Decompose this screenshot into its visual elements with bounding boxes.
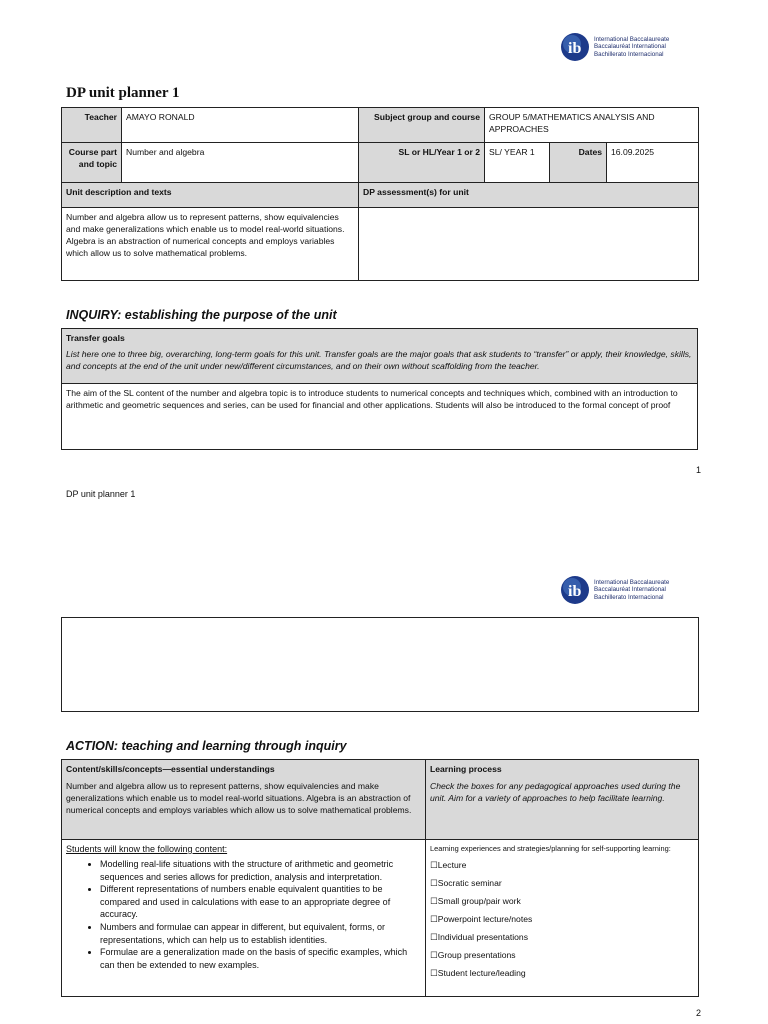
checkbox-individual-presentations[interactable] bbox=[430, 928, 694, 946]
content-description: Number and algebra allow us to represent patterns, show equivalencies and make generalizations which enable us to model real-world situations. Algebra is an abstraction of numerical concepts and employs variables which allow us to solve mathematical problems. bbox=[66, 781, 412, 815]
checkbox-label: Small group/pair work bbox=[437, 896, 521, 906]
transfer-goals-instructions: List here one to three big, overarching, long-term goals for this unit. Transfer goals are the major goals that ask students to “transfer” or apply, their knowledge, skills, and concepts at the end of the unit under new/different circumstances, and on their own without scaffolding from the teacher. bbox=[66, 349, 692, 371]
ib-logo-text: International Baccalaureate Baccalauréat International Bachillerato Internacional bbox=[594, 578, 670, 601]
page-title: DP unit planner 1 bbox=[66, 85, 180, 101]
learning-process-label: Learning process bbox=[430, 764, 502, 774]
know-heading: Students will know the following content: bbox=[66, 844, 228, 854]
know-list bbox=[66, 858, 421, 971]
strategies-cell bbox=[426, 840, 699, 997]
dates-value: 16.09.2025 bbox=[607, 143, 699, 183]
strategies-heading: Learning experiences and strategies/planning for self-supporting learning: bbox=[430, 844, 671, 853]
checkbox-student-lecture[interactable] bbox=[430, 964, 694, 982]
checkbox-socratic-seminar[interactable] bbox=[430, 874, 694, 892]
transfer-goals-text: The aim of the SL content of the number and algebra topic is to introduce students to numerical concepts and techniques which, combined with an introduction to arithmetic and geometric sequences and series, can be used for financial and other applications. Students will also be introduced to the formal concept of proof bbox=[62, 384, 698, 450]
svg-text:ib: ib bbox=[568, 583, 582, 600]
teacher-value: AMAYO RONALD bbox=[122, 108, 359, 143]
checkbox-icon[interactable]: ☐ bbox=[430, 896, 438, 906]
course-part-label: Course part and topic bbox=[62, 143, 122, 183]
content-list-cell bbox=[62, 840, 426, 997]
ib-logo-icon bbox=[560, 575, 590, 605]
checkbox-powerpoint[interactable] bbox=[430, 910, 694, 928]
content-label: Content/skills/concepts—essential understandings bbox=[66, 764, 275, 774]
ib-logo bbox=[560, 575, 669, 605]
unit-description-label: Unit description and texts bbox=[62, 183, 359, 208]
level-label: SL or HL/Year 1 or 2 bbox=[359, 143, 485, 183]
transfer-goals-table bbox=[61, 328, 698, 450]
learning-process-header bbox=[426, 760, 699, 840]
checkbox-label: Socratic seminar bbox=[437, 878, 502, 888]
checkbox-label: Group presentations bbox=[437, 950, 516, 960]
checkbox-icon[interactable]: ☐ bbox=[430, 968, 438, 978]
teacher-label: Teacher bbox=[62, 108, 122, 143]
checkbox-label: Powerpoint lecture/notes bbox=[437, 914, 533, 924]
dates-label: Dates bbox=[550, 143, 607, 183]
list-item: • Numbers and formulae can appear in different, but equivalent, forms, or representations, which can help us to establish identities. bbox=[100, 921, 421, 946]
action-heading: ACTION: teaching and learning through inquiry bbox=[66, 739, 347, 753]
checkbox-label: Lecture bbox=[437, 860, 467, 870]
checkbox-group-presentations[interactable] bbox=[430, 946, 694, 964]
checkbox-small-group[interactable] bbox=[430, 892, 694, 910]
action-table bbox=[61, 759, 699, 997]
checkbox-label: Student lecture/leading bbox=[437, 968, 526, 978]
page-number-1: 1 bbox=[696, 465, 702, 475]
checkbox-icon[interactable]: ☐ bbox=[430, 860, 438, 870]
continuation-box bbox=[61, 617, 699, 712]
page-number-2: 2 bbox=[696, 1008, 702, 1018]
course-part-value: Number and algebra bbox=[122, 143, 359, 183]
unit-description-text: Number and algebra allow us to represent patterns, show equivalencies and make generalizations which enable us to model real-world situations. Algebra is an abstraction of numerical concepts and employs variables which allow us to solve mathematical problems. bbox=[62, 208, 359, 281]
list-item: • Different representations of numbers enable equivalent quantities to be compared and used in calculations with ease to an appropriate degree of accuracy. bbox=[100, 883, 421, 921]
checkbox-icon[interactable]: ☐ bbox=[430, 878, 438, 888]
ib-logo bbox=[560, 32, 669, 62]
ib-logo-icon bbox=[560, 32, 590, 62]
svg-text:ib: ib bbox=[568, 40, 582, 57]
transfer-goals-label: Transfer goals bbox=[66, 333, 125, 343]
learning-process-description: Check the boxes for any pedagogical approaches used during the unit. Aim for a variety of approaches to help facilitate learning. bbox=[430, 781, 681, 803]
checkbox-icon[interactable]: ☐ bbox=[430, 932, 438, 942]
checkbox-lecture[interactable] bbox=[430, 856, 694, 874]
level-value: SL/ YEAR 1 bbox=[485, 143, 550, 183]
ib-logo-text: International Baccalaureate Baccalauréat International Bachillerato Internacional bbox=[594, 35, 670, 58]
transfer-goals-header bbox=[62, 329, 698, 384]
page-footer: DP unit planner 1 bbox=[66, 489, 136, 499]
subject-value: GROUP 5/MATHEMATICS ANALYSIS AND APPROACHES bbox=[485, 108, 699, 143]
list-item: • Modelling real-life situations with the structure of arithmetic and geometric sequences and series allows for prediction, analysis and interpretation. bbox=[100, 858, 421, 883]
checkbox-label: Individual presentations bbox=[437, 932, 529, 942]
content-header bbox=[62, 760, 426, 840]
checkbox-icon[interactable]: ☐ bbox=[430, 914, 438, 924]
inquiry-heading: INQUIRY: establishing the purpose of the unit bbox=[66, 308, 337, 322]
assessment-label: DP assessment(s) for unit bbox=[359, 183, 699, 208]
assessment-text bbox=[359, 208, 699, 281]
unit-info-table bbox=[61, 107, 699, 281]
list-item: • Formulae are a generalization made on the basis of specific examples, which can then be extended to new examples. bbox=[100, 946, 421, 971]
subject-label: Subject group and course bbox=[359, 108, 485, 143]
checkbox-icon[interactable]: ☐ bbox=[430, 950, 438, 960]
